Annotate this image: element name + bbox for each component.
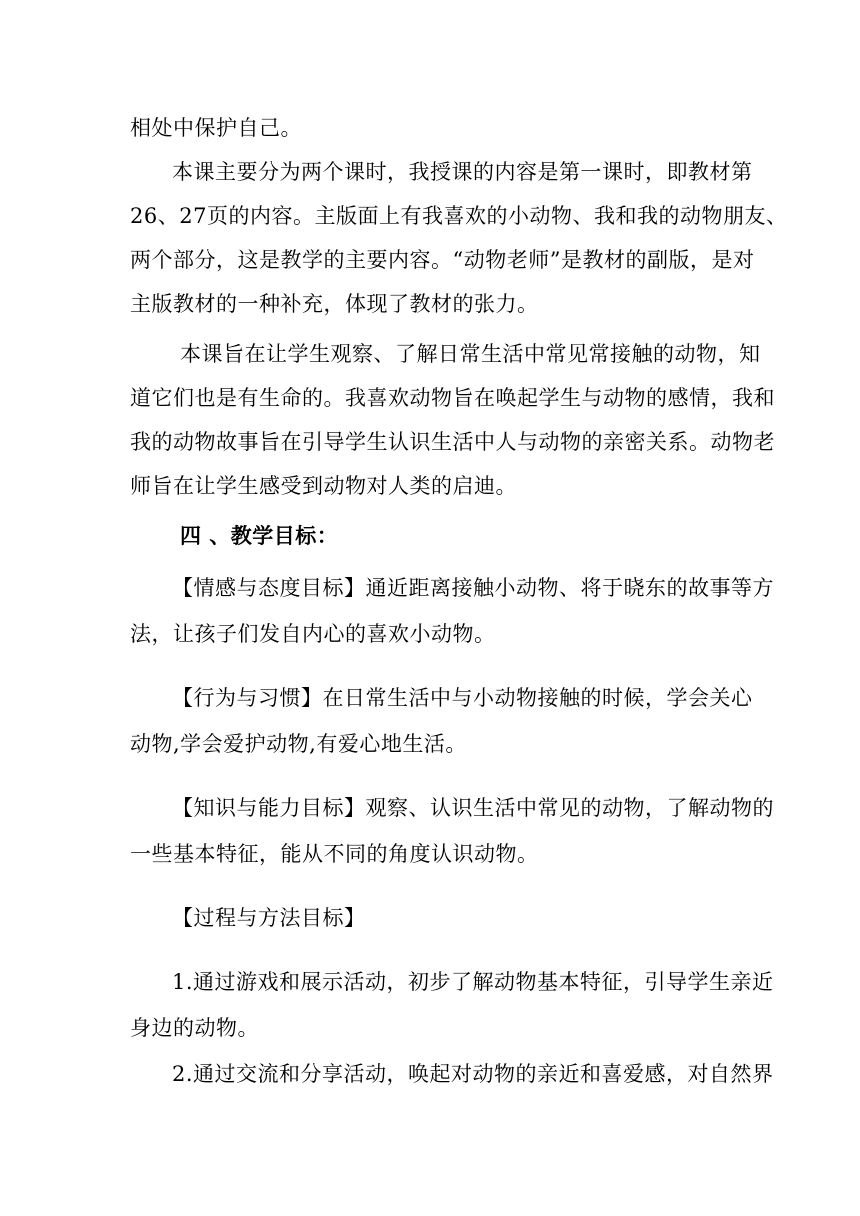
paragraph-line: 相处中保护自己。 (130, 116, 302, 140)
paragraph-line: 本课主要分为两个课时，我授课的内容是第一课时，即教材第 (172, 160, 753, 184)
paragraph-line: 两个部分，这是教学的主要内容。“动物老师”是教材的副版，是对 (130, 248, 755, 272)
paragraph-line: 一些基本特征，能从不同的角度认识动物。 (130, 842, 539, 866)
paragraph-line: 本课旨在让学生观察、了解日常生活中常见常接触的动物，知 (180, 342, 761, 366)
paragraph-line: 我的动物故事旨在引导学生认识生活中人与动物的亲密关系。动物老 (130, 430, 775, 454)
section-heading: 四 、教学目标： (180, 523, 339, 548)
paragraph-line: 法，让孩子们发自内心的喜欢小动物。 (130, 622, 496, 646)
list-item-continuation: 身边的动物。 (130, 1016, 259, 1040)
paragraph-line: 【知识与能力目标】观察、认识生活中常见的动物，了解动物的 (172, 796, 774, 820)
list-item: 2.通过交流和分享活动，唤起对动物的亲近和喜爱感，对自然界 (172, 1062, 774, 1086)
paragraph-line: 26、27页的内容。主版面上有我喜欢的小动物、我和我的动物朋友、 (130, 204, 788, 228)
list-item: 1.通过游戏和展示活动，初步了解动物基本特征，引导学生亲近 (172, 970, 774, 994)
paragraph-line: 道它们也是有生命的。我喜欢动物旨在唤起学生与动物的感情，我和 (130, 386, 775, 410)
paragraph-line: 【情感与态度目标】通近距离接触小动物、将于晓东的故事等方 (172, 576, 774, 600)
paragraph-line: 【行为与习惯】在日常生活中与小动物接触的时候，学会关心 (172, 686, 753, 710)
paragraph-line: 【过程与方法目标】 (172, 906, 366, 930)
paragraph-line: 动物,学会爱护动物,有爱心地生活。 (130, 732, 467, 756)
paragraph-line: 师旨在让学生感受到动物对人类的启迪。 (130, 474, 517, 498)
paragraph-line: 主版教材的一种补充，体现了教材的张力。 (130, 292, 539, 316)
